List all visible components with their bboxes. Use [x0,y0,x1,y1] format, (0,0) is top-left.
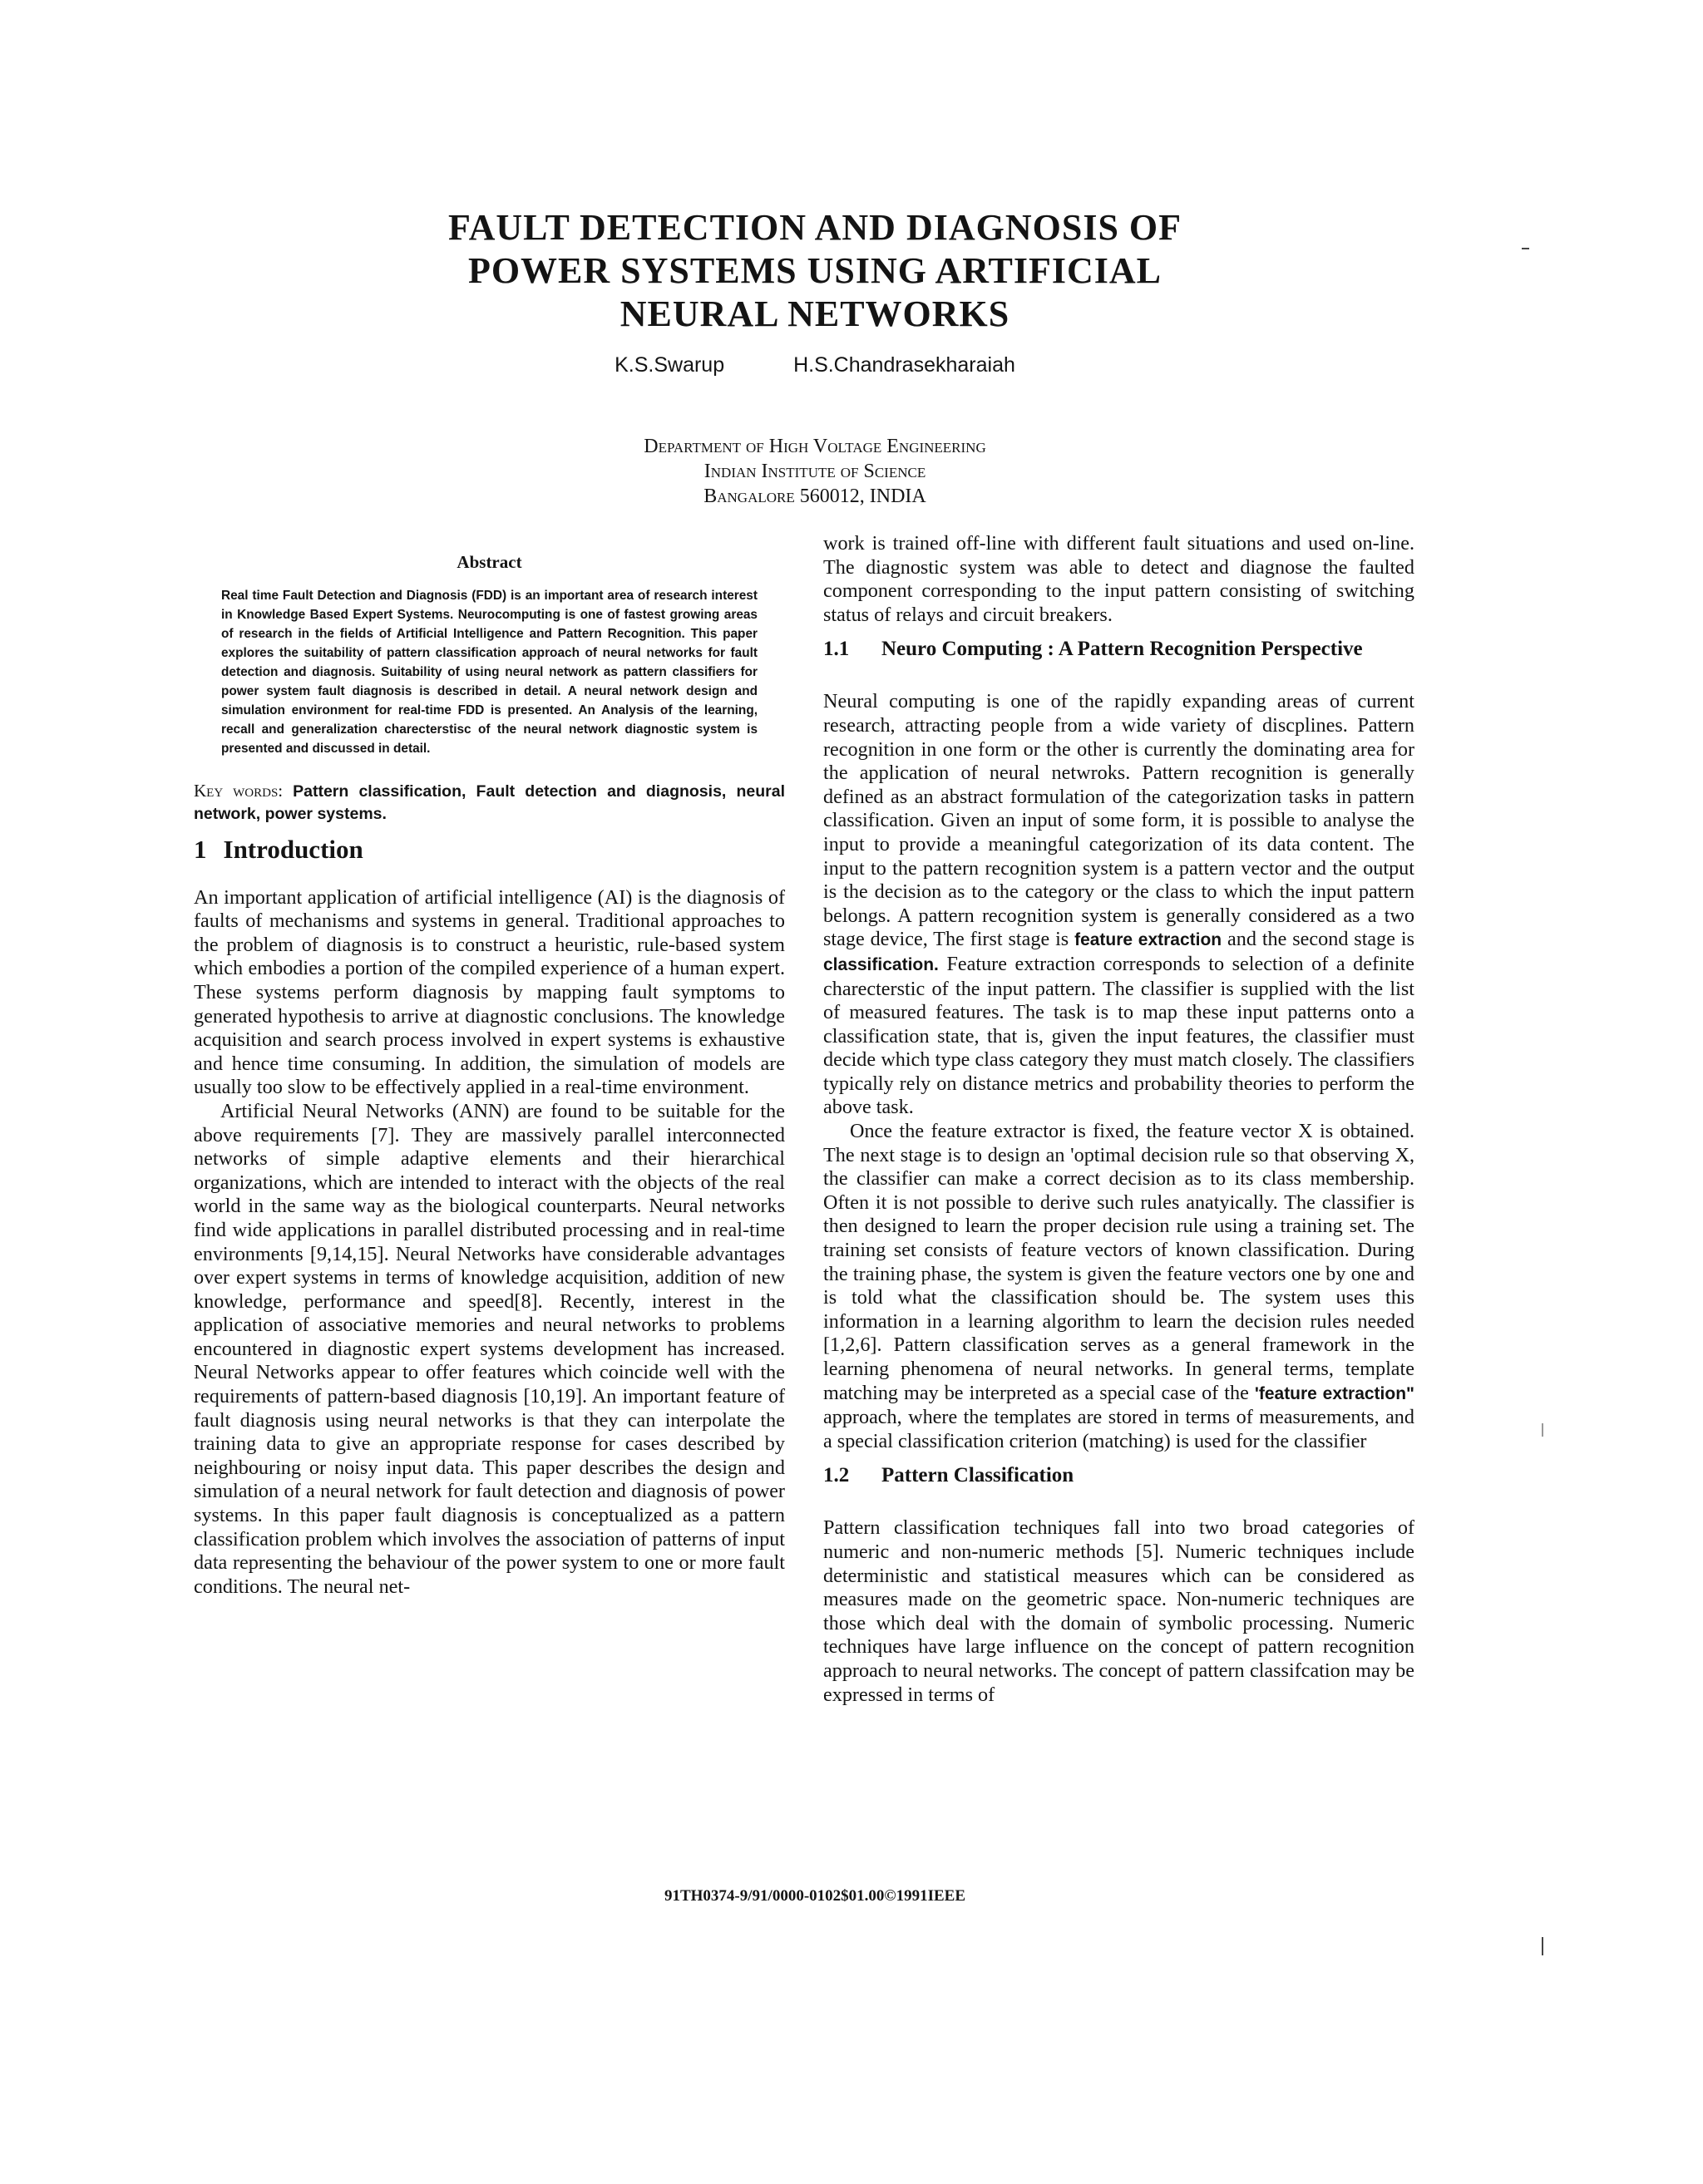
title-line-2: POWER SYSTEMS USING ARTIFICIAL [467,250,1162,291]
author-name: H.S.Chandrasekharaiah [793,353,1015,377]
margin-mark [1542,1937,1543,1955]
affiliation-department: Department of High Voltage Engineering [644,436,986,457]
keywords [194,780,785,825]
subsection-number: 1.2 [823,1464,850,1487]
author-name: K.S.Swarup [615,353,725,377]
section-heading [194,835,785,865]
intro-paragraph-1: An important application of artificial intelligence (AI) is the diagnosis of faults of mechanisms and systems in general. Traditional approaches to the problem of diagnosis is to construct a heuristic, rule-based system which embodies a portion of the compiled experience of a human expert. These systems perform diagnosis by mapping fault symptoms to generated hypothesis to arrive at diagnostic conclusions. The knowledge acquisition and search process involved in expert systems is exhaustive and hence time consuming. In addition, the simulation of models are usually too slow to be effectively applied in a real-time environment. [194,885,785,1099]
title-line-3: NEURAL NETWORKS [619,293,1010,334]
neurocomputing-paragraph-2: Once the feature extractor is fixed, the feature vector X is obtained. The next stage is to design an 'optimal decision rule so that observing X, the classifier can make a correct decision as to its class membership. Often it is not possible to derive such rules anatyically. The classifier is then designed to learn the proper decision rule using a training set. The training set consists of feature vectors of known classification. During the training phase, the system is given the feature vectors one by one and is told what the classification should be. The system uses this information in a learning algorithm to learn the decision rules needed [1,2,6]. Pattern classification serves as a general framework in the learning phenomena of neural networks. In general terms, template matching may be interpreted as a special case of the 'feature extraction" approach, where the templates are stored in terms of measurements, and a special classification criterion (matching) is used for the classifier [823,1120,1414,1452]
intro-paragraph-continued: work is trained off-line with different fault situations and used on-line. The diagnostic system was able to detect and diagnose the faulted component corresponding to the input pattern consisting of switching status of relays and circuit breakers. [823,532,1414,626]
copyright-footer: 91TH0374-9/91/0000-0102$01.00©1991IEEE [664,1887,966,1905]
abstract-heading: Abstract [457,552,522,572]
section-title: Introduction [223,834,363,864]
affiliation-institute: Indian Institute of Science [703,461,926,482]
pattern-classification-paragraph: Pattern classification techniques fall into two broad categories of numeric and non-numeric methods [5]. Numeric techniques include deterministic and statistical measures which can be considered as measures made on the geometric space. Non-numeric techniques are those which deal with the domain of symbolic processing. Numeric techniques have large influence on the concept of pattern recognition approach to neural networks. The concept of pattern classifcation may be expressed in terms of [823,1516,1414,1706]
section-number: 1 [194,834,207,864]
author-list [249,353,1380,377]
affiliation-city: Bangalore 560012, INDIA [703,486,926,507]
subsection-heading [823,637,1414,662]
margin-mark [1542,1423,1543,1437]
term-classification: classification. [823,954,939,974]
paper-title [249,206,1380,336]
title-line-1: FAULT DETECTION AND DIAGNOSIS OF [447,207,1182,248]
subsection-title: Pattern Classification [881,1464,1074,1487]
right-column [823,532,1414,1707]
keywords-label: Key words: [194,780,284,801]
keywords-text: Pattern classification, Fault detection and diagnosis, neural network, power systems. [194,781,785,823]
neurocomputing-paragraph-1: Neural computing is one of the rapidly expanding areas of current research, attracting people from a wide variety of discplines. Pattern recognition in one form or the other is currently the dominating area for the application of neural netwroks. Pattern recognition is generally defined as an abstract formulation of the categorization tasks in pattern classification. Given an input of some form, it is possible to analyse the input to provide a meaningful categorization of its data content. The input to the pattern recognition system is a pattern vector and the output is the decision as to the category or the class to which the input pattern belongs. A pattern recognition system is generally considered as a two stage device, The first stage is feature extraction and the second stage is classification. Feature extraction corresponds to selection of a definite charecterstic of the input pattern. The classifier is supplied with the list of measured features. The task is to map these input patterns onto a classification state, that is, given the input features, the classifier must decide which type class category they must match closely. The classifiers typically rely on distance metrics and probability theories to perform the above task. [823,690,1414,1119]
left-column [194,532,785,1599]
abstract-text: Real time Fault Detection and Diagnosis (FDD) is an important area of research interest in Knowledge Based Expert Systems. Neurocomputing is one of fastest growing areas of research in the fields of Artificial Intelligence and Pattern Recognition. This paper explores the suitability of pattern classification approach of neural networks for fault detection and diagnosis. Suitability of using neural network as pattern classifiers for power system fault diagnosis is described in detail. A neural network design and simulation environment for real-time FDD is presented. An Analysis of the learning, recall and generalization charecterstisc of the neural network diagnostic system is presented and discussed in detail. [221,588,758,756]
term-feature-extraction-quoted: 'feature extraction" [1254,1383,1414,1403]
term-feature-extraction: feature extraction [1074,930,1222,950]
subsection-title: Neuro Computing : A Pattern Recognition Perspective [881,638,1363,661]
subsection-number: 1.1 [823,638,850,661]
margin-mark [1522,248,1529,249]
affiliation [249,434,1380,509]
intro-paragraph-2: Artificial Neural Networks (ANN) are found to be suitable for the above requirements [7]. They are massively parallel interconnected networks of simple adaptive elements and their hierarchical organizations, which are intended to interact with the objects of the real world in the same way as the biological counterparts. Neural networks find wide applications in parallel distributed processing and in real-time environments [9,14,15]. Neural Networks have considerable advantages over expert systems in terms of knowledge acquisition, addition of new knowledge, performance and speed[8]. Recently, interest in the application of associative memories and neural networks to problems encountered in diagnostic expert systems development has increased. Neural Networks appear to offer features which coincide well with the requirements of pattern-based diagnosis [10,19]. An important feature of fault diagnosis using neural networks is that they can interpolate the training data to give an appropriate response for cases described by neighbouring or noisy input data. This paper describes the design and simulation of a neural network for fault detection and diagnosis of power systems. In this paper fault diagnosis is conceptualized as a pattern classification problem which involves the association of patterns of input data representing the behaviour of the power system to one or more fault conditions. The neural net- [194,1099,785,1598]
subsection-heading [823,1463,1414,1488]
